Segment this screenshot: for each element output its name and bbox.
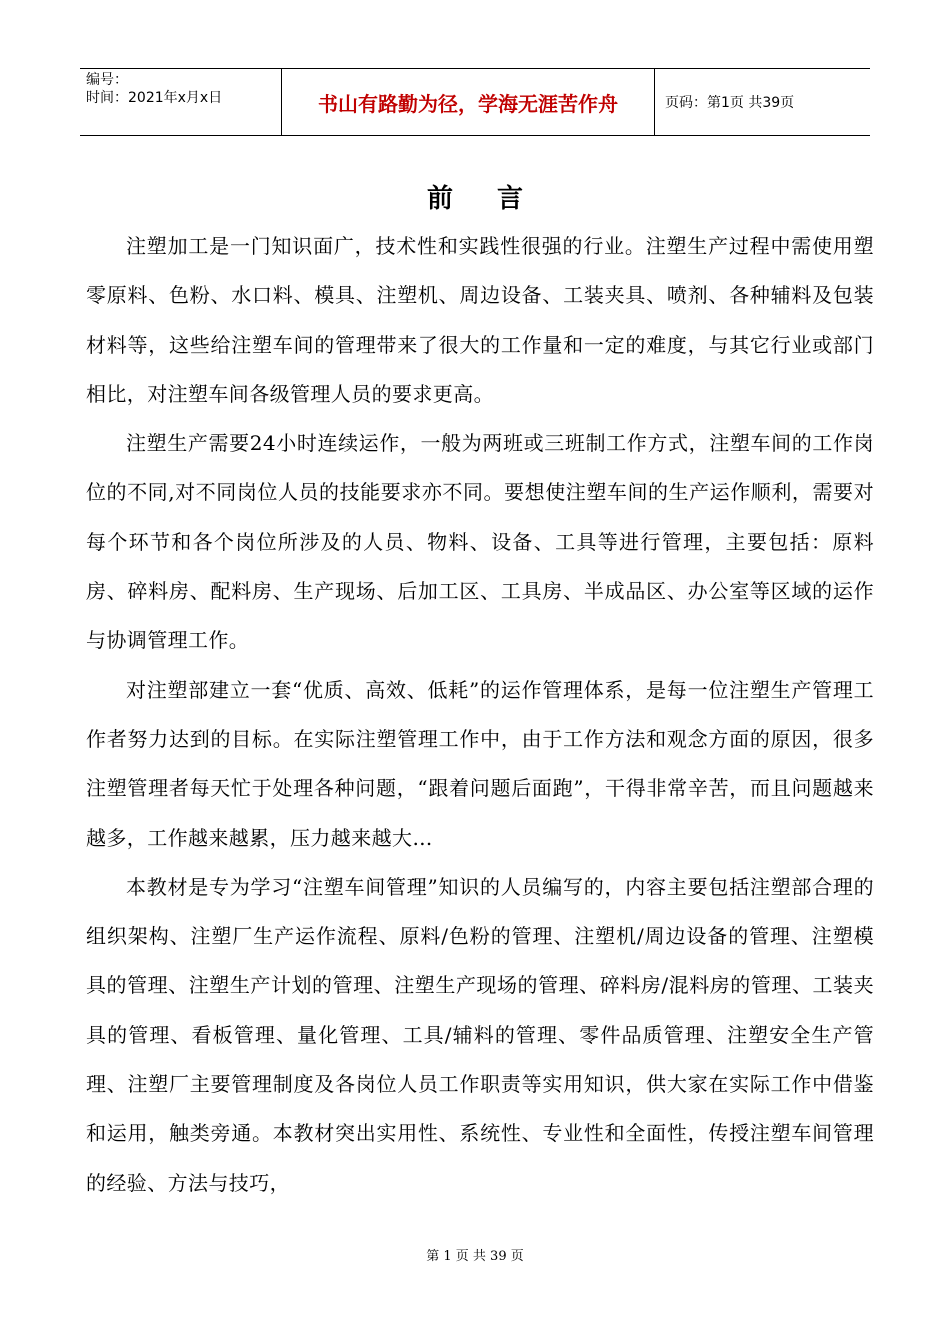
document-date: 时间：2021年x月x日 [86,90,223,106]
document-body [86,222,874,1208]
page-footer: 第 1 页 共 39 页 [426,1249,524,1264]
paragraph-1: 注塑加工是一门知识面广，技术性和实践性很强的行业。注塑生产过程中需使用塑零原料、色粉、水口料、模具、注塑机、周边设备、工装夹具、喷剂、各种辅料及包装材料等，这些给注塑车间的管理带来了很大的工作量和一定的难度，与其它行业或部门相比，对注塑车间各级管理人员的要求更高。 [86,234,874,406]
header-motto: 书山有路勤为径，学海无涯苦作舟 [282,69,655,135]
header-page-info: 页码：第1页 共39页 [665,95,795,111]
page-title: 前言 [426,184,567,214]
document-header [80,68,870,136]
paragraph-2: 注塑生产需要24小时连续运作，一般为两班或三班制工作方式，注塑车间的工作岗位的不同,对不同岗位人员的技能要求亦不同。要想使注塑车间的生产运作顺利，需要对每个环节和各个岗位所涉及的人员、物料、设备、工具等进行管理，主要包括：原料房、碎料房、配料房、生产现场、后加工区、工具房、半成品区、办公室等区域的运作与协调管理工作。 [86,431,874,653]
paragraph-3: 对注塑部建立一套“优质、高效、低耗”的运作管理体系，是每一位注塑生产管理工作者努力达到的目标。在实际注塑管理工作中，由于工作方法和观念方面的原因，很多注塑管理者每天忙于处理各种问题，“跟着问题后面跑”，干得非常辛苦，而且问题越来越多，工作越来越累，压力越来越大… [86,677,874,850]
paragraph-4: 本教材是专为学习“注塑车间管理”知识的人员编写的，内容主要包括注塑部合理的组织架构、注塑厂生产运作流程、原料/色粉的管理、注塑机/周边设备的管理、注塑模具的管理、注塑生产计划的管理、注塑生产现场的管理、碎料房/混料房的管理、工装夹具的管理、看板管理、量化管理、工具/辅料的管理、零件品质管理、注塑安全生产管理、注塑厂主要管理制度及各岗位人员工作职责等实用知识，供大家在实际工作中借鉴和运用，触类旁通。本教材突出实用性、系统性、专业性和全面性，传授注塑车间管理的经验、方法与技巧， [86,874,874,1195]
document-number-label: 编号： [86,72,128,88]
header-meta [80,69,282,135]
